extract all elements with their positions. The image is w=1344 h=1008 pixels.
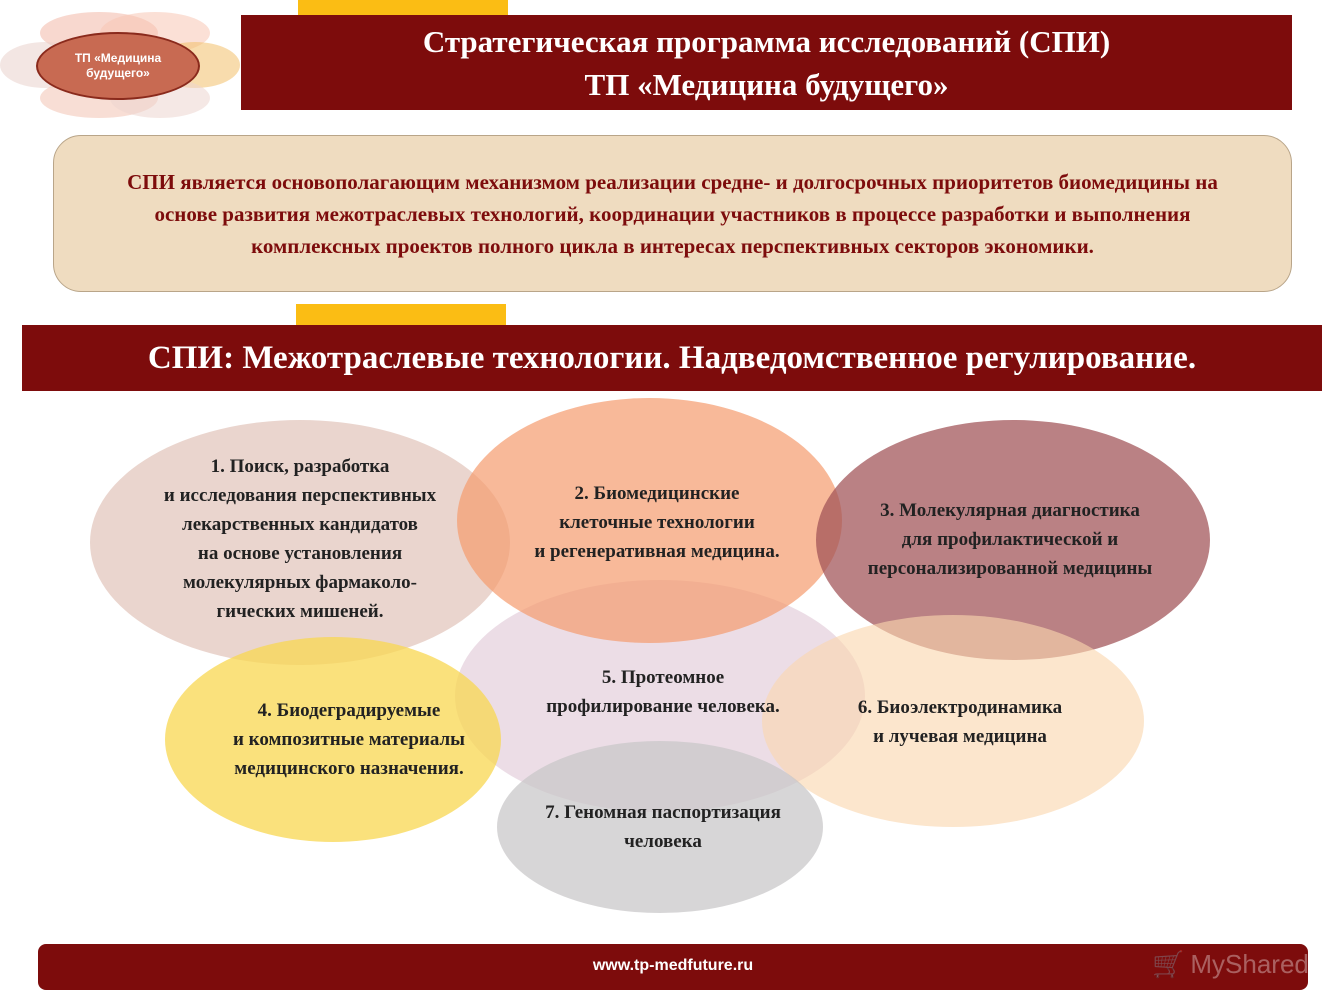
area-label-5: 5. Протеомное профилирование человека.: [546, 667, 780, 717]
title-line-2: ТП «Медицина будущего»: [584, 66, 949, 102]
cart-icon: 🛒: [1152, 949, 1185, 979]
accent-bar-mid: [296, 304, 506, 325]
footer-url-link[interactable]: www.tp-medfuture.ru: [592, 957, 754, 974]
footer-bar: [38, 944, 1308, 990]
area-label-2: 2. Биомедицинские клеточные технологии и регенеративная медицина.: [534, 483, 780, 562]
title-line-1: Стратегическая программа исследований (СПИ): [422, 23, 1111, 59]
watermark-text: MyShared: [1190, 949, 1309, 979]
watermark: [1152, 946, 1309, 982]
area-label-1: 1. Поиск, разработка и исследования перспективных лекарственных кандидатов на основе установления молекулярных фармаколо- гических мишеней.: [163, 456, 437, 622]
area-label-4: 4. Биодеградируемые и композитные материалы медицинского назначения.: [232, 700, 466, 779]
logo-text: ТП «Медицина будущего»: [36, 32, 200, 100]
logo: [0, 8, 240, 118]
area-label-3: 3. Молекулярная диагностика для профилактической и персонализированной медицины: [867, 500, 1153, 579]
area-label-6: 6. Биоэлектродинамика и лучевая медицина: [857, 697, 1063, 747]
section-title: СПИ: Межотраслевые технологии. Надведомственное регулирование.: [22, 325, 1322, 391]
accent-bar-top: [298, 0, 508, 16]
definition-box: [53, 135, 1292, 292]
area-label-7: 7. Геномная паспортизация человека: [545, 802, 781, 852]
page-title: [241, 15, 1292, 110]
definition-text: СПИ является основополагающим механизмом реализации средне- и долгосрочных приоритетов биомедицины на основе развития межотраслевых технологий, координации участников в процессе разработки и выполнения комплексных проектов полного цикла в интересах перспективных секторов экономики.: [127, 169, 1218, 258]
